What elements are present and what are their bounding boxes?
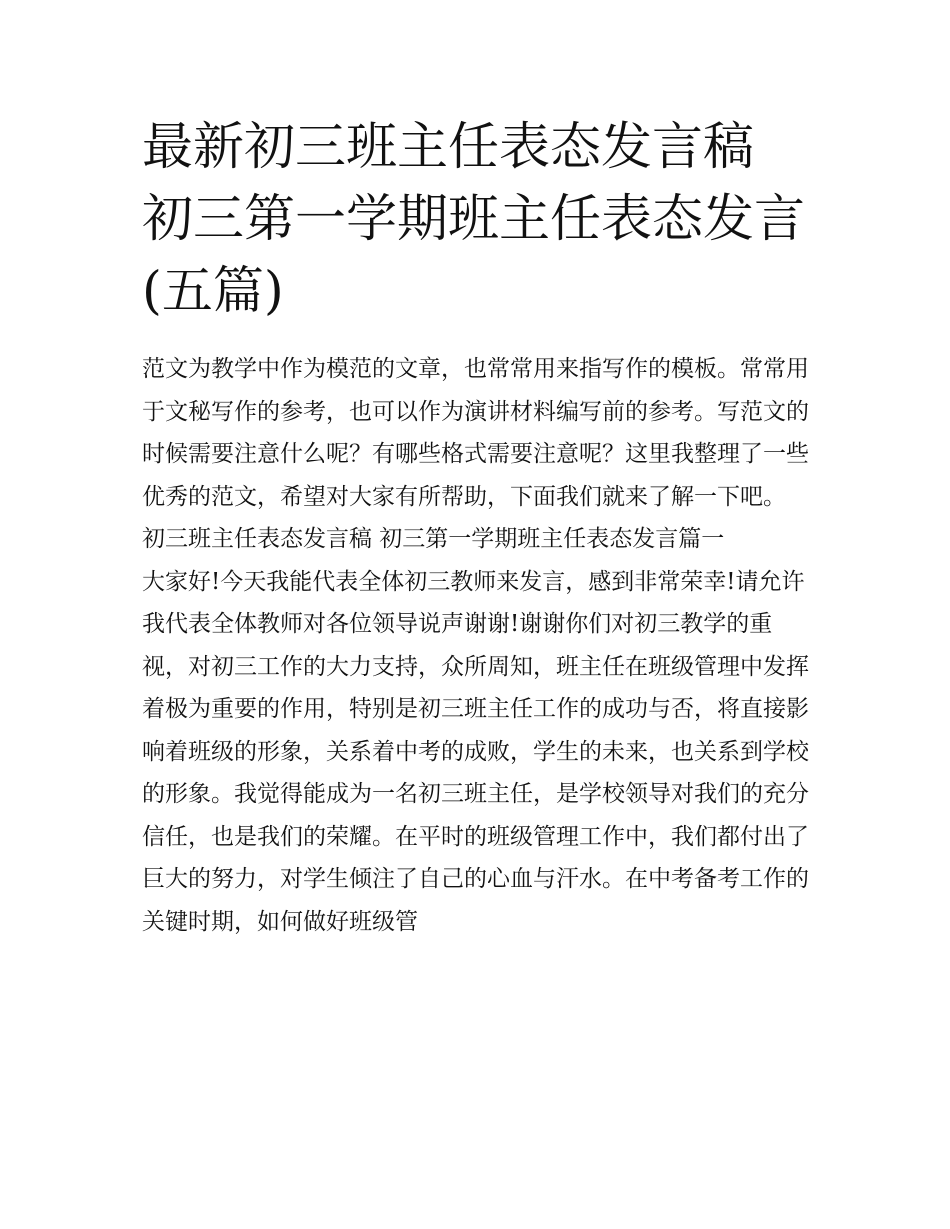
- intro-paragraph: 范文为教学中作为模范的文章，也常常用来指写作的模板。常常用于文秘写作的参考，也可以作为演讲材料编写前的参考。写范文的时候需要注意什么呢？有哪些格式需要注意呢？这里我整理了一些优秀的范文，希望对大家有所帮助，下面我们就来了解一下吧。: [142, 356, 809, 510]
- body-paragraph: 大家好!今天我能代表全体初三教师来发言，感到非常荣幸!请允许我代表全体教师对各位领导说声谢谢!谢谢你们对初三教学的重视，对初三工作的大力支持，众所周知，班主任在班级管理中发挥着极为重要的作用，特别是初三班主任工作的成功与否，将直接影响着班级的形象，关系着中考的成败，学生的未来，也关系到学校的形象。我觉得能成为一名初三班主任，是学校领导对我们的充分信任，也是我们的荣耀。在平时的班级管理工作中，我们都付出了巨大的努力，对学生倾注了自己的心血与汗水。在中考备考工作的关键时期，如何做好班级管: [142, 568, 809, 935]
- document-title: 最新初三班主任表态发言稿 初三第一学期班主任表态发言(五篇): [142, 118, 806, 321]
- section-heading: 初三班主任表态发言稿 初三第一学期班主任表态发言篇一: [142, 526, 725, 552]
- document-page: [142, 112, 814, 943]
